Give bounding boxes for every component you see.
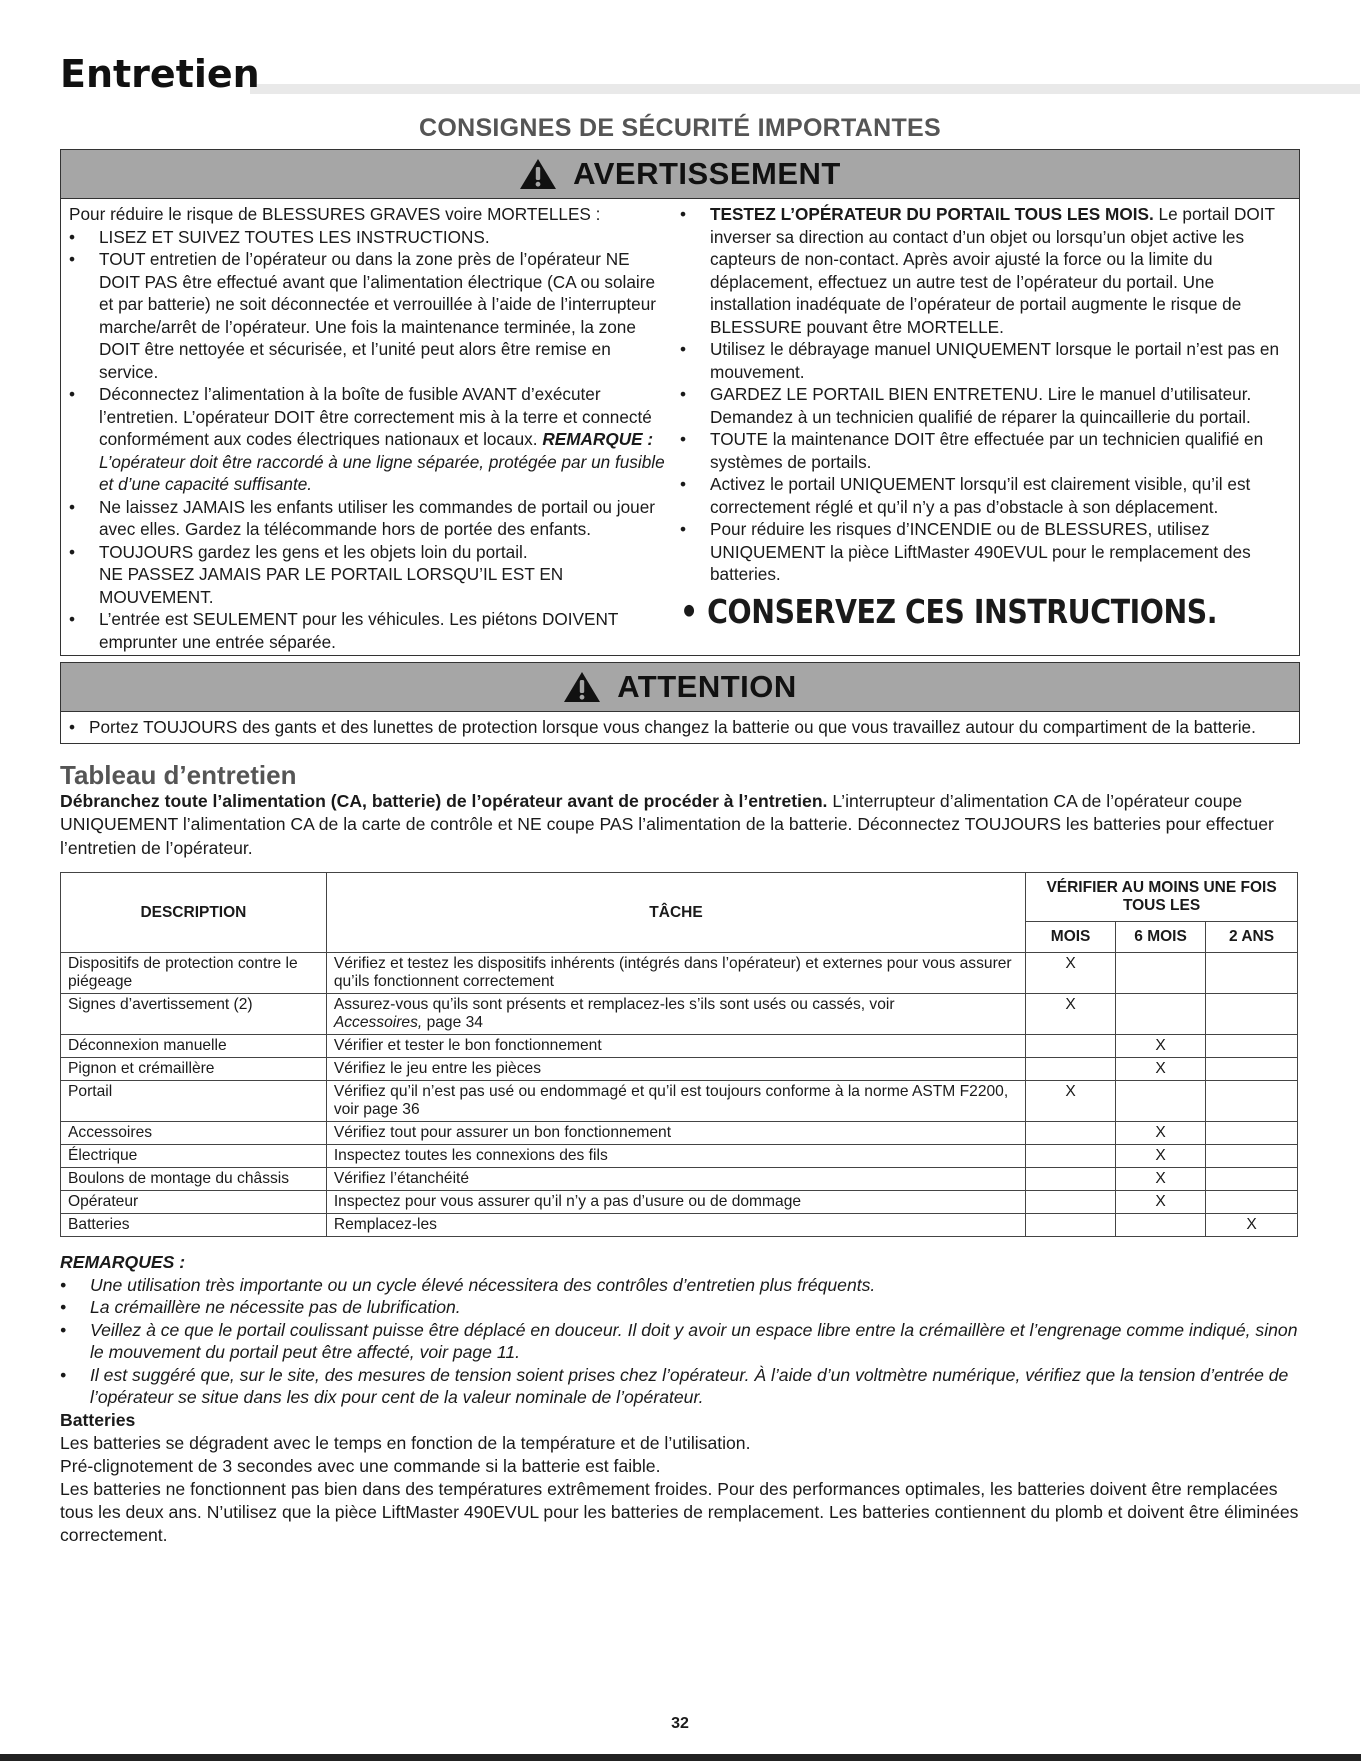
- list-item: • Pour réduire les risques d’INCENDIE ou de BLESSURES, utilisez UNIQUEMENT la pièce LiftMaster 490EVUL pour le remplacement des batteries.: [680, 518, 1291, 586]
- cell-description: Accessoires: [61, 1122, 327, 1145]
- maintenance-intro: [60, 790, 1300, 861]
- attention-title: ATTENTION: [617, 669, 797, 704]
- list-item: [69, 383, 666, 496]
- cell-month: X: [1026, 953, 1116, 994]
- table-row: [61, 1081, 1298, 1122]
- cell-2-years: [1206, 1168, 1298, 1191]
- cell-description: Opérateur: [61, 1191, 327, 1214]
- safety-heading: CONSIGNES DE SÉCURITÉ IMPORTANTES: [419, 114, 941, 142]
- cell-task: Vérifiez qu’il n’est pas usé ou endommagé et qu’il est toujours conforme à la norme ASTM F2200, voir page 36: [326, 1081, 1025, 1122]
- task-italic: Accessoires,: [333, 1014, 423, 1031]
- list-item: • L’entrée est SEULEMENT pour les véhicules. Les piétons DOIVENT emprunter une entrée séparée.: [69, 608, 666, 653]
- header-check-frequency: VÉRIFIER AU MOINS UNE FOIS TOUS LES: [1026, 873, 1298, 922]
- cell-task: Vérifier et tester le bon fonctionnement: [326, 1035, 1025, 1058]
- list-item: • Ne laissez JAMAIS les enfants utiliser les commandes de portail ou jouer avec elles. Gardez la télécommande hors de portée des enfants.: [69, 496, 666, 541]
- header-6-months: 6 MOIS: [1116, 922, 1206, 953]
- cell-2-years: [1206, 1035, 1298, 1058]
- cell-6-months: [1116, 1081, 1206, 1122]
- header-description: DESCRIPTION: [61, 873, 327, 953]
- conserve-instructions: • CONSERVEZ CES INSTRUCTIONS.: [680, 591, 1218, 631]
- warning-left-list: [69, 226, 666, 654]
- list-item-text: Déconnectez l’alimentation à la boîte de fusible AVANT d’exécuter l’entretien. L’opérateur DOIT être correctement mis à la terre et connecté conformément aux codes électriques nationaux et locaux.: [99, 384, 652, 449]
- cell-6-months: X: [1116, 1168, 1206, 1191]
- cell-2-years: [1206, 994, 1298, 1035]
- cell-task: Inspectez toutes les connexions des fils: [326, 1145, 1025, 1168]
- table-row: [61, 994, 1298, 1035]
- cell-6-months: X: [1116, 1122, 1206, 1145]
- cell-6-months: X: [1116, 1035, 1206, 1058]
- cell-description: Signes d’avertissement (2): [61, 994, 327, 1035]
- cell-2-years: [1206, 1058, 1298, 1081]
- task-after: page 34: [422, 1014, 483, 1031]
- maintenance-heading: Tableau d’entretien: [60, 759, 297, 790]
- cell-description: Batteries: [61, 1214, 327, 1237]
- warning-intro: Pour réduire le risque de BLESSURES GRAVES voire MORTELLES :: [69, 204, 601, 224]
- cell-2-years: [1206, 1122, 1298, 1145]
- notes-title: REMARQUES :: [60, 1252, 186, 1272]
- page-number: 32: [671, 1715, 689, 1732]
- list-item: • TOUT entretien de l’opérateur ou dans la zone près de l’opérateur NE DOIT PAS être effectué avant que l’alimentation électrique (CA ou solaire et par batterie) ne soit déconnectée et verrouillée à l’aide de l’interrupteur marche/arrêt de l’opérateur. Une fois la maintenance terminée, la zone DOIT être nettoyée et sécurisée, et l’unité peut alors être remise en service.: [69, 248, 666, 383]
- cell-month: [1026, 1058, 1116, 1081]
- page-title: Entretien: [60, 52, 260, 96]
- batteries-section: [60, 1409, 1300, 1547]
- cell-month: [1026, 1214, 1116, 1237]
- cell-description: Boulons de montage du châssis: [61, 1168, 327, 1191]
- cell-6-months: [1116, 994, 1206, 1035]
- table-row: [61, 1145, 1298, 1168]
- table-row: [61, 1214, 1298, 1237]
- batteries-paragraph: Les batteries ne fonctionnent pas bien dans des températures extrêmement froides. Pour des performances optimales, les batteries doivent être remplacées tous les deux ans. N’utilisez que la pièce LiftMaster 490EVUL pour les batteries de remplacement. Les batteries contiennent du plomb et doivent être éliminées correctement.: [60, 1478, 1299, 1545]
- cell-6-months: [1116, 1214, 1206, 1237]
- cell-month: [1026, 1035, 1116, 1058]
- list-item: [69, 541, 666, 609]
- cell-2-years: [1206, 1081, 1298, 1122]
- list-item-text: TOUJOURS gardez les gens et les objets loin du portail.: [99, 541, 528, 562]
- cell-month: [1026, 1191, 1116, 1214]
- cell-task: Vérifiez le jeu entre les pièces: [326, 1058, 1025, 1081]
- intro-rest: L’interrupteur d’alimentation CA de l’opérateur coupe UNIQUEMENT l’alimentation CA de la carte de contrôle et NE coupe PAS l’alimentation de la batterie. Déconnectez TOUJOURS les batteries pour effectuer l’entretien de l’opérateur.: [60, 790, 1274, 858]
- maintenance-table: [60, 872, 1298, 1237]
- title-row: [60, 50, 1300, 98]
- notes-section: [60, 1251, 1300, 1409]
- list-item: • Utilisez le débrayage manuel UNIQUEMENT lorsque le portail n’est pas en mouvement.: [680, 338, 1291, 383]
- task-text: Assurez-vous qu’ils sont présents et remplacez-les s’ils sont usés ou cassés, voir: [333, 996, 895, 1013]
- cell-2-years: [1206, 953, 1298, 994]
- header-month: MOIS: [1026, 922, 1116, 953]
- test-bold: TESTEZ L’OPÉRATEUR DU PORTAIL TOUS LES MOIS.: [710, 204, 1154, 224]
- cell-6-months: X: [1116, 1145, 1206, 1168]
- header-2-years: 2 ANS: [1206, 922, 1298, 953]
- table-row: [61, 1058, 1298, 1081]
- intro-bold: Débranchez toute l’alimentation (CA, batterie) de l’opérateur avant de procéder à l’entretien.: [60, 790, 828, 811]
- warning-title: AVERTISSEMENT: [573, 156, 841, 191]
- cell-2-years: X: [1206, 1214, 1298, 1237]
- cell-month: [1026, 1145, 1116, 1168]
- cell-6-months: X: [1116, 1058, 1206, 1081]
- batteries-paragraph: Les batteries se dégradent avec le temps en fonction de la température et de l’utilisation.: [60, 1432, 751, 1453]
- table-row: [61, 953, 1298, 994]
- cell-2-years: [1206, 1191, 1298, 1214]
- warning-left-column: [69, 203, 666, 653]
- list-item: • Activez le portail UNIQUEMENT lorsqu’il est clairement visible, qu’il est correctement réglé et qu’il n’y a pas d’obstacle à son déplacement.: [680, 473, 1291, 518]
- title-rule: [250, 84, 1360, 94]
- cell-month: X: [1026, 1081, 1116, 1122]
- warning-header: [61, 150, 1299, 199]
- batteries-paragraph: Pré-clignotement de 3 secondes avec une commande si la batterie est faible.: [60, 1455, 661, 1476]
- notes-list: [60, 1274, 1300, 1409]
- list-item: • TOUTE la maintenance DOIT être effectuée par un technicien qualifié en systèmes de portails.: [680, 428, 1291, 473]
- test-rest: Le portail DOIT inverser sa direction au contact d’un objet ou lorsqu’un objet active les capteurs de non-contact. Après avoir ajusté la force ou la limite du déplacement, effectuez un autre test de l’opérateur du portail. Une installation inadéquate de l’opérateur de portail augmente le risque de BLESSURE pouvant être MORTELLE.: [710, 204, 1275, 337]
- cell-task: Inspectez pour vous assurer qu’il n’y a pas d’usure ou de dommage: [326, 1191, 1025, 1214]
- attention-box: [60, 662, 1300, 744]
- table-row: [61, 1122, 1298, 1145]
- table-row: [61, 1191, 1298, 1214]
- list-item: • Il est suggéré que, sur le site, des mesures de tension soient prises chez l’opérateur. À l’aide d’un voltmètre numérique, vérifiez que la tension d’entrée de l’opérateur se situe dans les dix pour cent de la valeur nominale de l’opérateur.: [60, 1364, 1300, 1409]
- cell-2-years: [1206, 1145, 1298, 1168]
- cell-month: X: [1026, 994, 1116, 1035]
- cell-6-months: [1116, 953, 1206, 994]
- list-item: • Une utilisation très importante ou un cycle élevé nécessitera des contrôles d’entretien plus fréquents.: [60, 1274, 1300, 1297]
- cell-6-months: X: [1116, 1191, 1206, 1214]
- cell-month: [1026, 1122, 1116, 1145]
- cell-description: Électrique: [61, 1145, 327, 1168]
- cell-task: Vérifiez tout pour assurer un bon fonctionnement: [326, 1122, 1025, 1145]
- list-item: • LISEZ ET SUIVEZ TOUTES LES INSTRUCTIONS.: [69, 226, 666, 249]
- list-item: • La crémaillère ne nécessite pas de lubrification.: [60, 1296, 1300, 1319]
- list-item: • Veillez à ce que le portail coulissant puisse être déplacé en douceur. Il doit y avoir un espace libre entre la crémaillère et l’engrenage comme indiqué, sinon le mouvement du portail peut être affecté, voir page 11.: [60, 1319, 1300, 1364]
- no-pass-text: NE PASSEZ JAMAIS PAR LE PORTAIL LORSQU’IL EST EN MOUVEMENT.: [99, 564, 564, 607]
- warning-right-list: [680, 203, 1291, 586]
- attention-body: [61, 712, 1299, 744]
- cell-description: Dispositifs de protection contre le piégeage: [61, 953, 327, 994]
- cell-month: [1026, 1168, 1116, 1191]
- cell-task: Vérifiez l’étanchéité: [326, 1168, 1025, 1191]
- warning-box: [60, 149, 1300, 656]
- attention-header: [61, 663, 1299, 712]
- warning-body: [61, 199, 1299, 655]
- list-item: [680, 203, 1291, 338]
- manual-page: [60, 50, 1300, 1732]
- list-item: • Portez TOUJOURS des gants et des lunettes de protection lorsque vous changez la batterie ou que vous travaillez autour du compartiment de la batterie.: [69, 716, 1291, 739]
- list-item: • GARDEZ LE PORTAIL BIEN ENTRETENU. Lire le manuel d’utilisateur. Demandez à un technicien qualifié de réparer la quincaillerie du portail.: [680, 383, 1291, 428]
- warning-triangle-icon: [563, 671, 601, 703]
- warning-triangle-icon: [519, 158, 557, 190]
- cell-task: Vérifiez et testez les dispositifs inhérents (intégrés dans l’opérateur) et externes pour vous assurer qu’ils fonctionnent correctement: [326, 953, 1025, 994]
- cell-description: Déconnexion manuelle: [61, 1035, 327, 1058]
- header-task: TÂCHE: [326, 873, 1025, 953]
- cell-description: Pignon et crémaillère: [61, 1058, 327, 1081]
- cell-description: Portail: [61, 1081, 327, 1122]
- bottom-rule: [0, 1754, 1361, 1761]
- remark-text: L’opérateur doit être raccordé à une ligne séparée, protégée par un fusible et d’une capacité suffisante.: [99, 451, 665, 494]
- warning-right-column: [666, 203, 1291, 653]
- cell-task: Remplacez-les: [326, 1214, 1025, 1237]
- table-row: [61, 1035, 1298, 1058]
- attention-list: [69, 716, 1291, 739]
- cell-task: [326, 994, 1025, 1035]
- batteries-title: Batteries: [60, 1409, 136, 1430]
- table-row: [61, 1168, 1298, 1191]
- remark-label: REMARQUE :: [542, 429, 654, 449]
